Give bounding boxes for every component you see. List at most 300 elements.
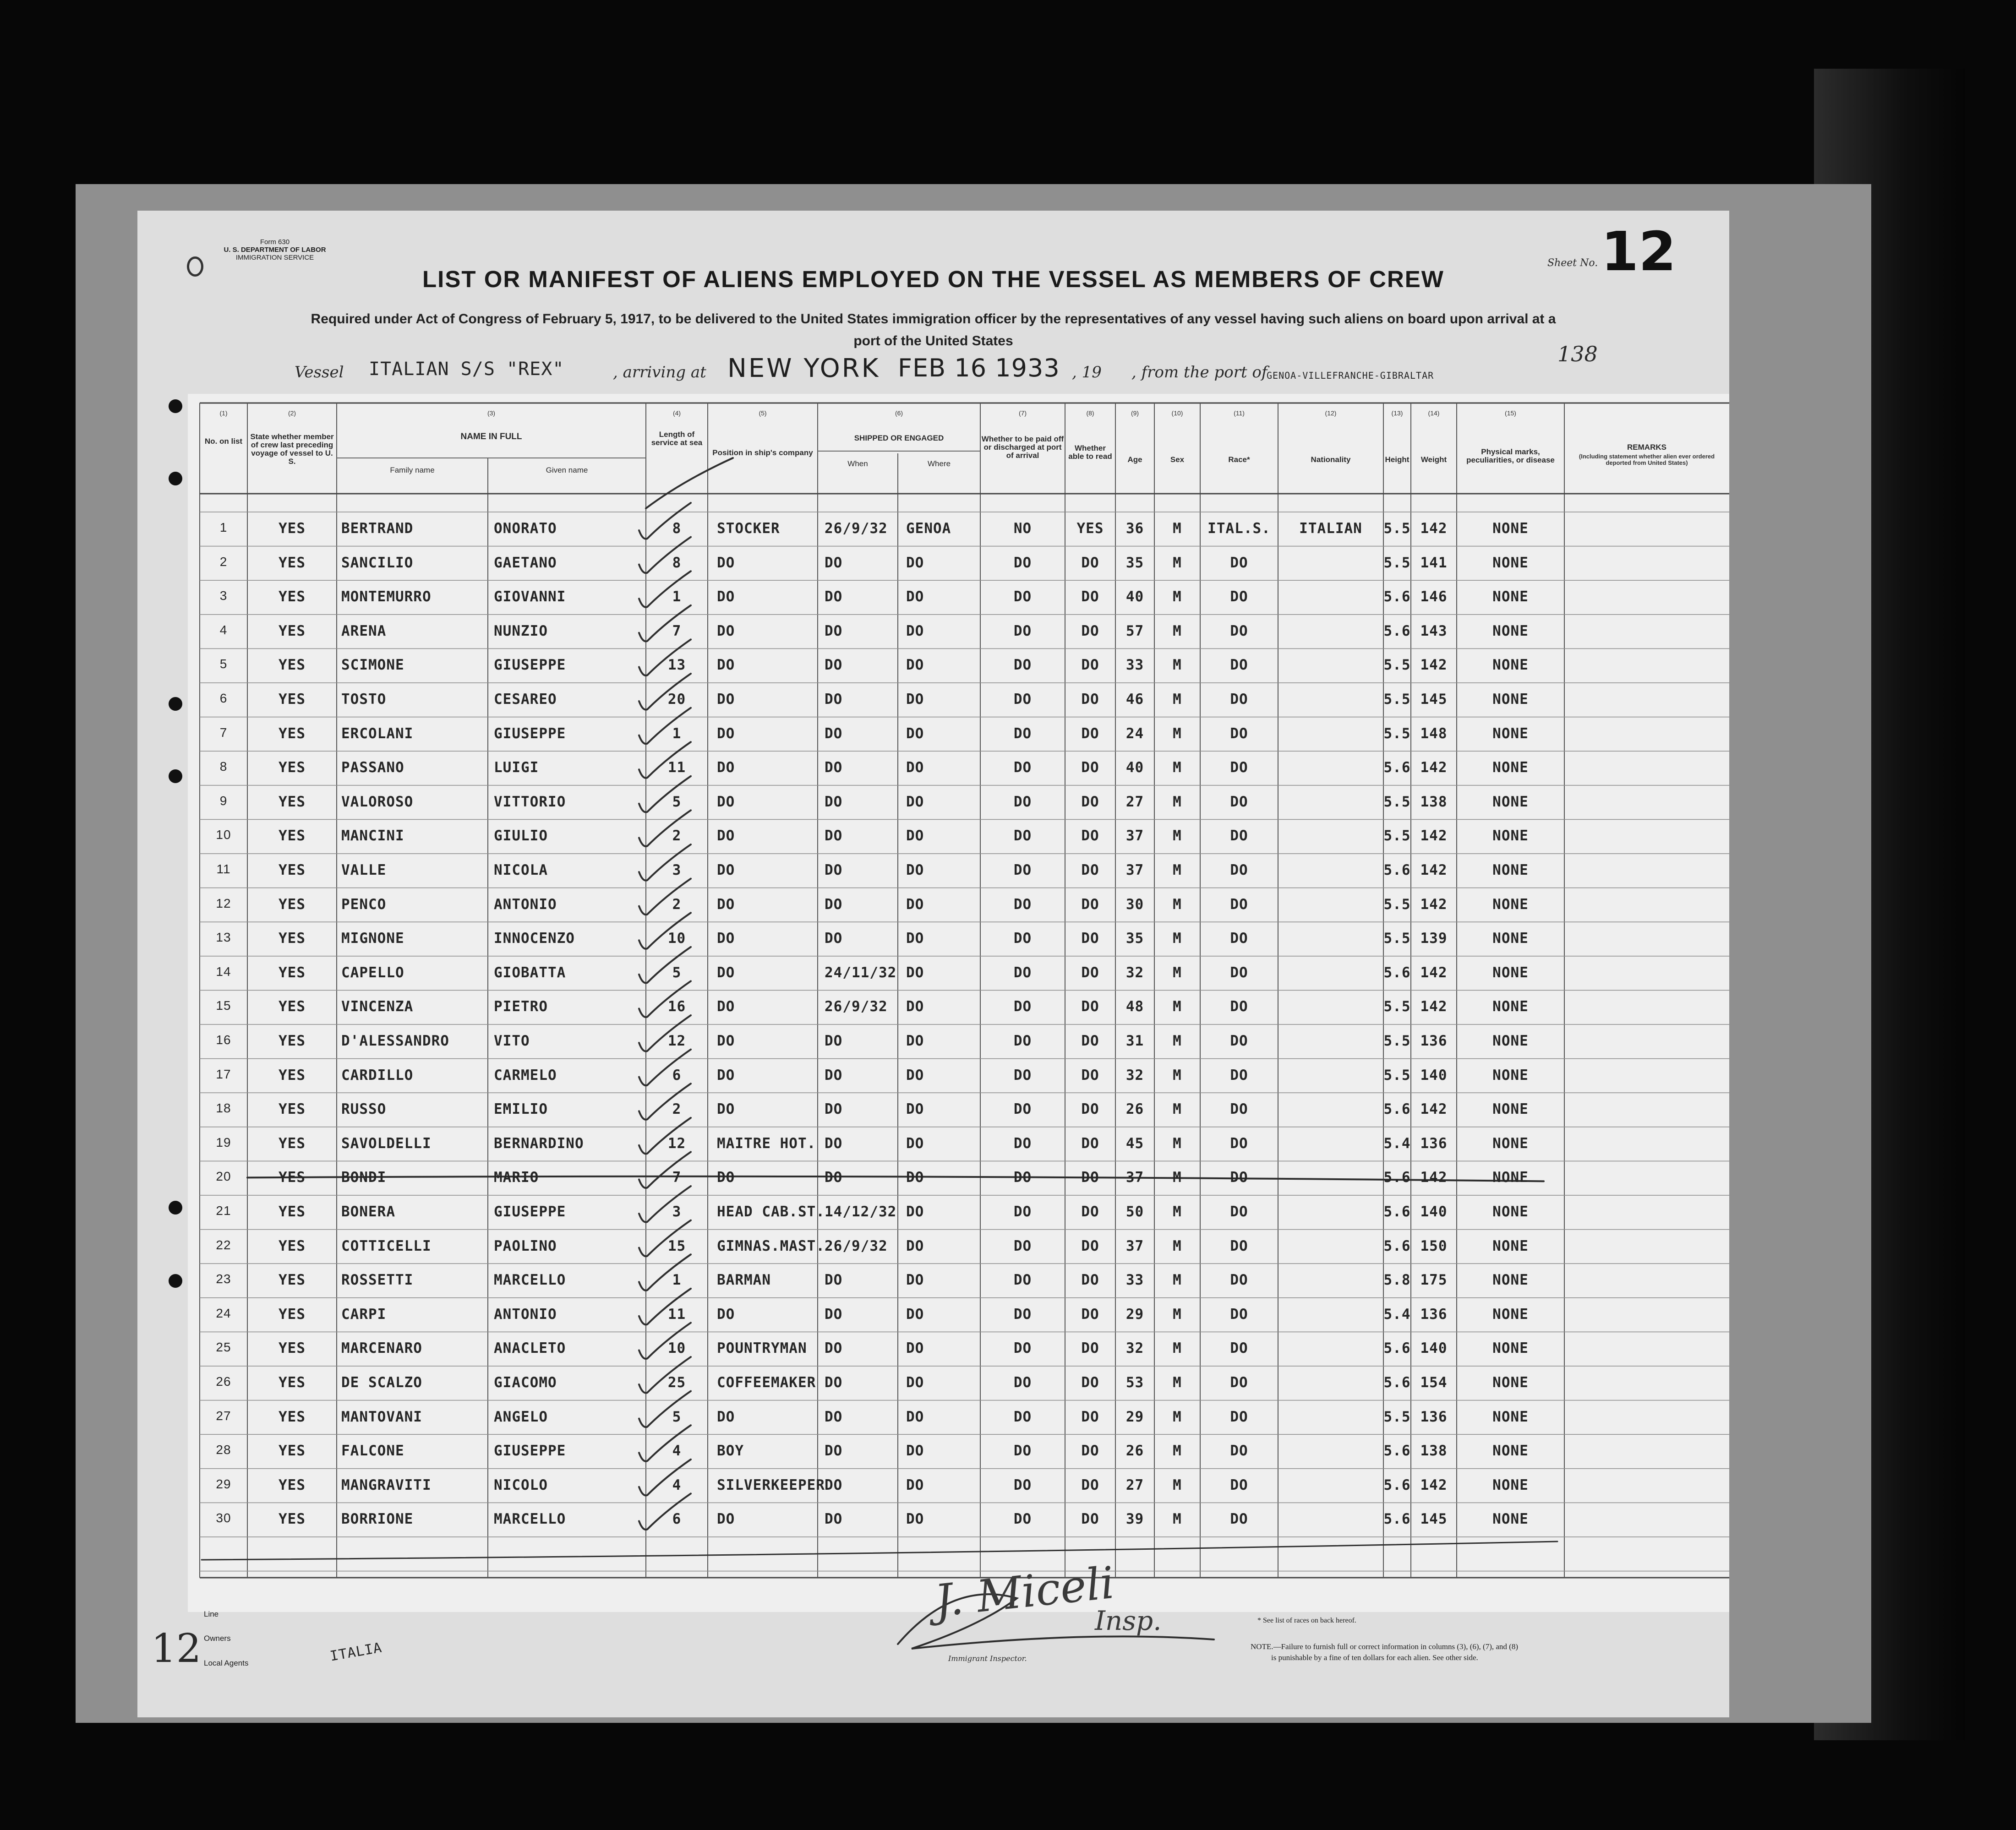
height-value: 5.6 — [1383, 862, 1411, 878]
row-number: 27 — [216, 1408, 231, 1423]
prior-voyage-value: YES — [279, 759, 306, 776]
height-value: 5.5 — [1383, 828, 1411, 844]
weight-value: 148 — [1420, 725, 1448, 742]
height-value: 5.5 — [1383, 998, 1411, 1015]
prior-voyage-value: YES — [279, 588, 306, 605]
header-remarks-note: (Including statement whether alien ever ordered deported from United States) — [1579, 453, 1715, 466]
position-value: DO — [717, 1408, 735, 1425]
header-family-name: Family name — [390, 466, 435, 474]
shipped-when: DO — [825, 1340, 843, 1357]
row-number: 24 — [216, 1306, 231, 1320]
family-name: CARPI — [341, 1306, 387, 1323]
able-to-read-value: DO — [1081, 793, 1099, 810]
age-value: 50 — [1125, 1204, 1144, 1220]
age-value: 27 — [1125, 1476, 1144, 1493]
prior-voyage-value: YES — [279, 1476, 306, 1493]
row-number: 6 — [219, 691, 228, 705]
prior-voyage-value: YES — [279, 930, 306, 947]
shipped-where: DO — [906, 1204, 924, 1220]
service-length: 10 — [667, 1340, 686, 1357]
height-value: 5.5 — [1383, 725, 1411, 742]
shipped-when: DO — [825, 691, 843, 708]
row-number: 18 — [216, 1101, 231, 1116]
row-number: 20 — [216, 1169, 231, 1184]
col-number-3: (3) — [487, 409, 496, 417]
col-number-6: (6) — [895, 409, 903, 417]
shipped-where: DO — [906, 1135, 924, 1152]
paid-off-value: DO — [1013, 930, 1032, 947]
service-length: 1 — [672, 725, 682, 742]
weight-value: 141 — [1420, 554, 1448, 571]
position-value: DO — [717, 725, 735, 742]
position-value: POUNTRYMAN — [717, 1340, 807, 1357]
sex-value: M — [1173, 1443, 1182, 1460]
paid-off-value: DO — [1013, 1135, 1032, 1152]
sex-value: M — [1173, 1272, 1182, 1289]
service-length: 1 — [672, 1272, 682, 1289]
nationality-value: ITALIAN — [1299, 520, 1362, 537]
position-value: DO — [717, 862, 735, 878]
prior-voyage-value: YES — [279, 520, 306, 537]
height-value: 5.6 — [1383, 1169, 1411, 1186]
race-value: DO — [1230, 1237, 1248, 1254]
weight-value: 136 — [1420, 1408, 1448, 1425]
service-length: 2 — [672, 896, 682, 913]
given-name: ONORATO — [494, 520, 557, 537]
physical-marks-value: NONE — [1492, 1101, 1529, 1118]
col-number-4: (4) — [672, 409, 681, 417]
race-value: DO — [1230, 1101, 1248, 1118]
shipped-where: DO — [906, 998, 924, 1015]
race-value: DO — [1230, 622, 1248, 639]
race-value: DO — [1230, 725, 1248, 742]
row-number: 30 — [216, 1511, 231, 1525]
service-length: 12 — [667, 1033, 686, 1049]
weight-value: 142 — [1420, 1476, 1448, 1493]
position-value: SILVERKEEPER — [717, 1476, 825, 1493]
service-length: 7 — [672, 1169, 682, 1186]
sex-value: M — [1173, 1101, 1182, 1118]
sex-value: M — [1173, 1408, 1182, 1425]
row-number: 15 — [216, 998, 231, 1013]
height-value: 5.6 — [1383, 1204, 1411, 1220]
position-value: GIMNAS.MAST. — [717, 1237, 825, 1254]
margin-mark: 12 — [151, 1626, 202, 1672]
weight-value: 150 — [1420, 1237, 1448, 1254]
physical-marks-value: NONE — [1492, 1135, 1529, 1152]
shipped-where: DO — [906, 1272, 924, 1289]
weight-value: 175 — [1420, 1272, 1448, 1289]
prior-voyage-value: YES — [279, 657, 306, 674]
sex-value: M — [1173, 862, 1182, 878]
able-to-read-value: DO — [1081, 588, 1099, 605]
shipped-where: DO — [906, 930, 924, 947]
shipped-where: DO — [906, 1340, 924, 1357]
race-value: DO — [1230, 1476, 1248, 1493]
family-name: SAVOLDELLI — [341, 1135, 432, 1152]
paid-off-value: DO — [1013, 1272, 1032, 1289]
weight-value: 140 — [1420, 1204, 1448, 1220]
position-value: DO — [717, 1511, 735, 1528]
paid-off-value: DO — [1013, 1169, 1032, 1186]
height-value: 5.6 — [1383, 1443, 1411, 1460]
race-note: * See list of races on back hereof. — [1257, 1617, 1356, 1624]
able-to-read-value: DO — [1081, 1340, 1099, 1357]
shipped-when: 26/9/32 — [825, 998, 888, 1015]
inspector-signature: J. Miceli — [932, 1557, 1117, 1627]
position-value: DO — [717, 998, 735, 1015]
physical-marks-value: NONE — [1492, 622, 1529, 639]
col-number-2: (2) — [288, 409, 296, 417]
physical-marks-value: NONE — [1492, 1204, 1529, 1220]
able-to-read-value: DO — [1081, 896, 1099, 913]
given-name: INNOCENZO — [494, 930, 575, 947]
family-name: VALLE — [341, 862, 387, 878]
shipped-when: DO — [825, 1033, 843, 1049]
row-number: 3 — [219, 588, 228, 603]
family-name: ARENA — [341, 622, 387, 639]
physical-marks-value: NONE — [1492, 1237, 1529, 1254]
race-value: DO — [1230, 964, 1248, 981]
weight-value: 138 — [1420, 793, 1448, 810]
col-number-14: (14) — [1428, 409, 1440, 417]
given-name: LUIGI — [494, 759, 539, 776]
weight-value: 136 — [1420, 1033, 1448, 1049]
prior-voyage-value: YES — [279, 793, 306, 810]
weight-value: 136 — [1420, 1306, 1448, 1323]
fine-note-line2: is punishable by a fine of ten dollars for each alien. See other side. — [1271, 1653, 1478, 1662]
physical-marks-value: NONE — [1492, 1306, 1529, 1323]
sex-value: M — [1173, 1237, 1182, 1254]
paid-off-value: DO — [1013, 1237, 1032, 1254]
prior-voyage-value: YES — [279, 1237, 306, 1254]
shipped-when: DO — [825, 725, 843, 742]
weight-value: 136 — [1420, 1135, 1448, 1152]
position-value: HEAD CAB.ST. — [717, 1204, 825, 1220]
weight-value: 145 — [1420, 691, 1448, 708]
given-name: MARCELLO — [494, 1511, 566, 1528]
age-value: 32 — [1125, 1340, 1144, 1357]
family-name: MIGNONE — [341, 930, 404, 947]
family-name: ROSSETTI — [341, 1272, 414, 1289]
able-to-read-value: DO — [1081, 759, 1099, 776]
shipped-where: DO — [906, 725, 924, 742]
row-number: 4 — [219, 622, 228, 637]
sex-value: M — [1173, 1340, 1182, 1357]
able-to-read-value: DO — [1081, 725, 1099, 742]
sex-value: M — [1173, 622, 1182, 639]
race-value: DO — [1230, 1169, 1248, 1186]
header-paid-off: Whether to be paid off or discharged at port of arrival — [981, 435, 1064, 460]
physical-marks-value: NONE — [1492, 896, 1529, 913]
height-value: 5.6 — [1383, 622, 1411, 639]
paid-off-value: DO — [1013, 828, 1032, 844]
family-name: CAPELLO — [341, 964, 404, 981]
paid-off-value: DO — [1013, 1443, 1032, 1460]
row-number: 14 — [216, 964, 231, 979]
shipped-where: DO — [906, 1476, 924, 1493]
given-name: ANACLETO — [494, 1340, 566, 1357]
given-name: GIUSEPPE — [494, 1443, 566, 1460]
age-value: 37 — [1125, 828, 1144, 844]
family-name: MARCENARO — [341, 1340, 422, 1357]
row-number: 2 — [219, 554, 228, 569]
able-to-read-value: DO — [1081, 964, 1099, 981]
weight-value: 142 — [1420, 657, 1448, 674]
shipped-where: DO — [906, 1374, 924, 1391]
height-value: 5.6 — [1383, 1511, 1411, 1528]
weight-value: 142 — [1420, 862, 1448, 878]
sex-value: M — [1173, 964, 1182, 981]
col-number-7: (7) — [1018, 409, 1027, 417]
able-to-read-value: DO — [1081, 1033, 1099, 1049]
given-name: MARCELLO — [494, 1272, 566, 1289]
family-name: PENCO — [341, 896, 387, 913]
given-name: GIUSEPPE — [494, 657, 566, 674]
shipped-where: DO — [906, 588, 924, 605]
family-name: FALCONE — [341, 1443, 404, 1460]
given-name: GIOVANNI — [494, 588, 566, 605]
given-name: ANGELO — [494, 1408, 548, 1425]
shipped-where: DO — [906, 1101, 924, 1118]
form-subtitle-line2: port of the United States — [853, 333, 1013, 349]
header-when: When — [847, 459, 868, 468]
given-name: GAETANO — [494, 554, 557, 571]
position-value: DO — [717, 657, 735, 674]
height-value: 5.6 — [1383, 588, 1411, 605]
service-length: 10 — [667, 930, 686, 947]
height-value: 5.4 — [1383, 1135, 1411, 1152]
sex-value: M — [1173, 793, 1182, 810]
sex-value: M — [1173, 828, 1182, 844]
paid-off-value: DO — [1013, 896, 1032, 913]
position-value: DO — [717, 622, 735, 639]
family-name: PASSANO — [341, 759, 404, 776]
prior-voyage-value: YES — [279, 1135, 306, 1152]
service-name: IMMIGRATION SERVICE — [235, 254, 314, 261]
physical-marks-value: NONE — [1492, 588, 1529, 605]
row-number: 12 — [216, 896, 231, 910]
position-value: DO — [717, 964, 735, 981]
header-race: Race* — [1228, 455, 1250, 464]
given-name: GIACOMO — [494, 1374, 557, 1391]
shipped-when: DO — [825, 1476, 843, 1493]
family-name: VALOROSO — [341, 793, 414, 810]
given-name: GIUSEPPE — [494, 725, 566, 742]
shipped-when: DO — [825, 896, 843, 913]
arrival-date-stamp: FEB 16 1933 — [898, 354, 1060, 382]
department-name: U. S. DEPARTMENT OF LABOR — [224, 246, 326, 254]
prior-voyage-value: YES — [279, 828, 306, 844]
age-value: 33 — [1125, 657, 1144, 674]
shipped-where: DO — [906, 964, 924, 981]
shipped-when: DO — [825, 1306, 843, 1323]
physical-marks-value: NONE — [1492, 862, 1529, 878]
prior-voyage-value: YES — [279, 554, 306, 571]
race-value: DO — [1230, 1340, 1248, 1357]
shipped-where: DO — [906, 657, 924, 674]
physical-marks-value: NONE — [1492, 793, 1529, 810]
height-value: 5.8 — [1383, 1272, 1411, 1289]
shipped-when: DO — [825, 1067, 843, 1084]
given-name: PIETRO — [494, 998, 548, 1015]
race-value: DO — [1230, 998, 1248, 1015]
physical-marks-value: NONE — [1492, 998, 1529, 1015]
height-value: 5.5 — [1383, 520, 1411, 537]
able-to-read-value: DO — [1081, 1204, 1099, 1220]
paid-off-value: DO — [1013, 759, 1032, 776]
service-length: 15 — [667, 1237, 686, 1254]
able-to-read-value: DO — [1081, 1408, 1099, 1425]
race-value: DO — [1230, 1204, 1248, 1220]
physical-marks-value: NONE — [1492, 1408, 1529, 1425]
inspector-title: Insp. — [1095, 1605, 1162, 1636]
height-value: 5.5 — [1383, 657, 1411, 674]
physical-marks-value: NONE — [1492, 657, 1529, 674]
able-to-read-value: DO — [1081, 1443, 1099, 1460]
height-value: 5.4 — [1383, 1306, 1411, 1323]
paid-off-value: DO — [1013, 1101, 1032, 1118]
row-number: 19 — [216, 1135, 231, 1149]
race-value: ITAL.S. — [1207, 520, 1271, 537]
shipped-when: DO — [825, 793, 843, 810]
height-value: 5.5 — [1383, 896, 1411, 913]
race-value: DO — [1230, 588, 1248, 605]
header-name-in-full: NAME IN FULL — [460, 432, 522, 441]
fine-note-line1: NOTE.—Failure to furnish full or correct information in columns (3), (6), (7), and (8) — [1251, 1642, 1518, 1651]
service-length: 7 — [672, 622, 682, 639]
header-able-to-read: Whether able to read — [1068, 444, 1112, 461]
header-shipped-engaged: SHIPPED OR ENGAGED — [854, 434, 944, 442]
paid-off-value: DO — [1013, 554, 1032, 571]
header-nationality: Nationality — [1311, 455, 1351, 464]
shipped-where: DO — [906, 1033, 924, 1049]
weight-value: 142 — [1420, 1169, 1448, 1186]
family-name: D'ALESSANDRO — [341, 1033, 449, 1049]
physical-marks-value: NONE — [1492, 691, 1529, 708]
row-number: 11 — [216, 862, 231, 876]
shipped-when: DO — [825, 657, 843, 674]
race-value: DO — [1230, 1272, 1248, 1289]
shipped-where: DO — [906, 1169, 924, 1186]
position-value: DO — [717, 930, 735, 947]
header-physical-marks: Physical marks, peculiarities, or disease — [1466, 447, 1555, 464]
age-value: 31 — [1125, 1033, 1144, 1049]
position-value: DO — [717, 828, 735, 844]
position-value: DO — [717, 759, 735, 776]
col-number-10: (10) — [1171, 409, 1183, 417]
prior-voyage-value: YES — [279, 725, 306, 742]
able-to-read-value: DO — [1081, 1067, 1099, 1084]
weight-value: 139 — [1420, 930, 1448, 947]
header-sex: Sex — [1170, 455, 1185, 464]
row-number: 1 — [219, 520, 228, 534]
able-to-read-value: DO — [1081, 1476, 1099, 1493]
age-value: 30 — [1125, 896, 1144, 913]
physical-marks-value: NONE — [1492, 1374, 1529, 1391]
age-value: 29 — [1125, 1408, 1144, 1425]
able-to-read-value: DO — [1081, 657, 1099, 674]
position-value: DO — [717, 1169, 735, 1186]
from-port: GENOA-VILLEFRANCHE-GIBRALTAR — [1267, 370, 1434, 381]
race-value: DO — [1230, 1443, 1248, 1460]
physical-marks-value: NONE — [1492, 964, 1529, 981]
able-to-read-value: YES — [1076, 520, 1104, 537]
family-name: SANCILIO — [341, 554, 414, 571]
physical-marks-value: NONE — [1492, 1067, 1529, 1084]
given-name: GIULIO — [494, 828, 548, 844]
row-number: 26 — [216, 1374, 231, 1389]
family-name: MANCINI — [341, 828, 404, 844]
physical-marks-value: NONE — [1492, 1272, 1529, 1289]
physical-marks-value: NONE — [1492, 554, 1529, 571]
row-number: 25 — [216, 1340, 231, 1355]
sex-value: M — [1173, 1204, 1182, 1220]
able-to-read-value: DO — [1081, 1135, 1099, 1152]
sex-value: M — [1173, 930, 1182, 947]
shipped-where: DO — [906, 1306, 924, 1323]
paid-off-value: DO — [1013, 964, 1032, 981]
able-to-read-value: DO — [1081, 1374, 1099, 1391]
family-name: COTTICELLI — [341, 1237, 432, 1254]
shipped-when: 26/9/32 — [825, 1237, 888, 1254]
row-number: 13 — [216, 930, 231, 945]
prior-voyage-value: YES — [279, 862, 306, 878]
shipped-where: DO — [906, 691, 924, 708]
owners-label: Owners — [204, 1634, 231, 1643]
paid-off-value: DO — [1013, 1033, 1032, 1049]
shipped-where: DO — [906, 862, 924, 878]
paid-off-value: DO — [1013, 1204, 1032, 1220]
vessel-name: ITALIAN S/S "REX" — [369, 359, 564, 380]
shipped-when: DO — [825, 1511, 843, 1528]
service-length: 5 — [672, 1408, 682, 1425]
position-value: DO — [717, 793, 735, 810]
family-name: BONERA — [341, 1204, 395, 1220]
sex-value: M — [1173, 1169, 1182, 1186]
col-number-15: (15) — [1505, 409, 1516, 417]
prior-voyage-value: YES — [279, 1511, 306, 1528]
shipped-where: DO — [906, 622, 924, 639]
form-number: Form 630 — [260, 238, 290, 246]
sex-value: M — [1173, 520, 1182, 537]
header-position: Position in ship's company — [712, 448, 813, 457]
prior-voyage-value: YES — [279, 1443, 306, 1460]
weight-value: 143 — [1420, 622, 1448, 639]
shipped-when: 24/11/32 — [825, 964, 897, 981]
header-weight: Weight — [1420, 455, 1447, 464]
prior-voyage-value: YES — [279, 691, 306, 708]
age-value: 57 — [1125, 622, 1144, 639]
service-length: 5 — [672, 964, 682, 981]
sex-value: M — [1173, 1135, 1182, 1152]
age-value: 48 — [1125, 998, 1144, 1015]
given-name: CARMELO — [494, 1067, 557, 1084]
weight-value: 140 — [1420, 1067, 1448, 1084]
row-number: 21 — [216, 1204, 231, 1218]
paid-off-value: DO — [1013, 1374, 1032, 1391]
check-mark — [646, 458, 733, 508]
able-to-read-value: DO — [1081, 1237, 1099, 1254]
prior-voyage-value: YES — [279, 1374, 306, 1391]
shipped-when: DO — [825, 1374, 843, 1391]
height-value: 5.6 — [1383, 964, 1411, 981]
paid-off-value: DO — [1013, 691, 1032, 708]
col-number-9: (9) — [1131, 409, 1139, 417]
local-agents-label: Local Agents — [204, 1659, 249, 1667]
service-length: 2 — [672, 1101, 682, 1118]
paid-off-value: DO — [1013, 1067, 1032, 1084]
